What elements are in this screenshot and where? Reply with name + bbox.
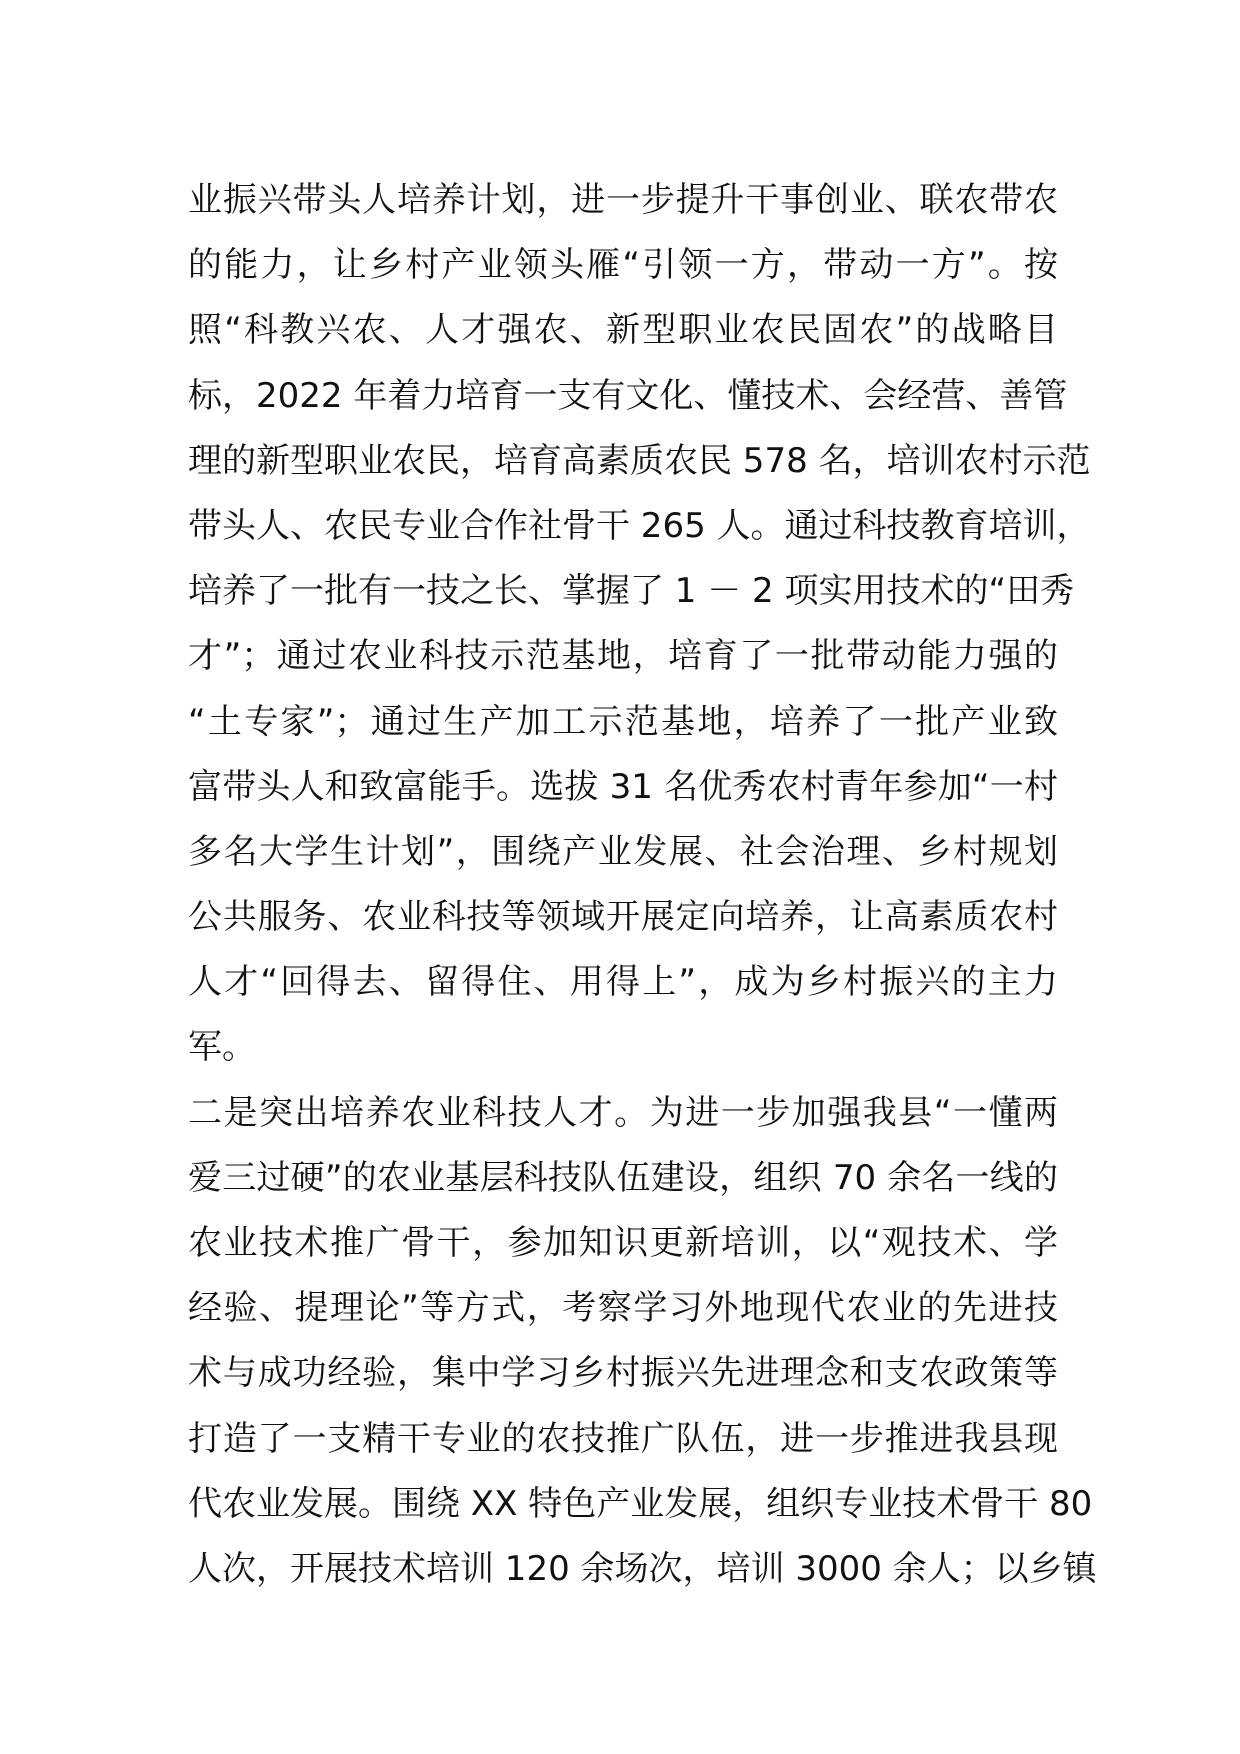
text-line: 人次，开展技术培训 120 余场次，培训 3000 余人；以乡镇 bbox=[188, 1548, 1097, 1589]
text-line: 打造了一支精干专业的农技推广队伍，进一步推进我县现 bbox=[188, 1418, 1058, 1459]
text-line: 照“科教兴农、人才强农、新型职业农民固农”的战略目 bbox=[188, 310, 1058, 351]
text-line: 业振兴带头人培养计划，进一步提升干事创业、联农带农 bbox=[188, 180, 1058, 220]
text-line: 富带头人和致富能手。选拔 31 名优秀农村青年参加“一村 bbox=[188, 766, 1058, 807]
text-line: 带头人、农民专业合作社骨干 265 人。通过科技教育培训， bbox=[188, 505, 1091, 546]
text-line: 标，2022 年着力培育一支有文化、懂技术、会经营、善管 bbox=[188, 375, 1068, 416]
text-line: 术与成功经验，集中学习乡村振兴先进理念和支农政策等 bbox=[188, 1353, 1058, 1394]
text-line: 军。 bbox=[188, 1027, 256, 1068]
text-line: 人才“回得去、留得住、用得上”，成为乡村振兴的主力 bbox=[188, 962, 1058, 1003]
text-line: 理的新型职业农民，培育高素质农民 578 名，培训农村示范 bbox=[188, 440, 1091, 481]
text-line: 的能力，让乡村产业领头雁“引领一方，带动一方”。按 bbox=[188, 245, 1058, 286]
body-text bbox=[188, 168, 1097, 1602]
text-line: 爱三过硬”的农业基层科技队伍建设，组织 70 余名一线的 bbox=[188, 1157, 1058, 1198]
text-line: 代农业发展。围绕 XX 特色产业发展，组织专业技术骨干 80 bbox=[188, 1483, 1093, 1524]
text-line: 公共服务、农业科技等领域开展定向培养，让高素质农村 bbox=[188, 897, 1058, 938]
text-line: 农业技术推广骨干，参加知识更新培训，以“观技术、学 bbox=[188, 1223, 1058, 1263]
text-line: 培养了一批有一技之长、掌握了 1 － 2 项实用技术的“田秀 bbox=[188, 571, 1075, 612]
text-line: “土专家”；通过生产加工示范基地，培养了一批产业致 bbox=[188, 701, 1058, 742]
text-line: 经验、提理论”等方式，考察学习外地现代农业的先进技 bbox=[188, 1288, 1058, 1329]
text-line: 二是突出培养农业科技人才。为进一步加强我县“一懂两 bbox=[188, 1092, 1058, 1133]
text-line: 多名大学生计划”，围绕产业发展、社会治理、乡村规划 bbox=[188, 831, 1058, 872]
text-line: 才”；通过农业科技示范基地，培育了一批带动能力强的 bbox=[188, 636, 1058, 677]
